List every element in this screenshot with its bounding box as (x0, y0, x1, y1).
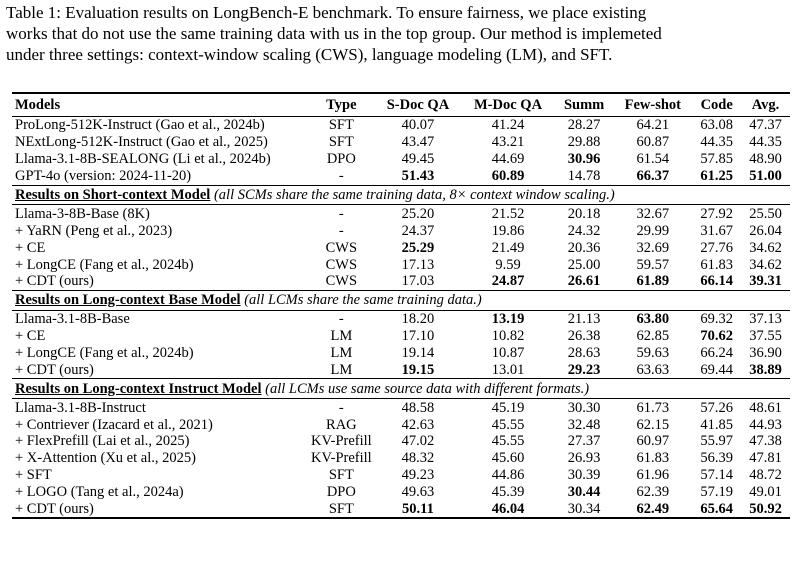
score-cell: 21.13 (567, 311, 601, 328)
model-name-cell: + FlexPrefill (Lai et al., 2025) (15, 433, 190, 450)
score-cell: 61.73 (636, 399, 670, 416)
model-name-cell: + X-Attention (Xu et al., 2025) (15, 450, 196, 467)
score-cell: 29.99 (636, 222, 670, 239)
type-cell: CWS (325, 239, 358, 256)
score-cell: 47.81 (749, 450, 782, 467)
score-cell: 60.87 (636, 134, 670, 151)
type-cell: SFT (328, 134, 354, 151)
score-cell: 47.38 (749, 433, 782, 450)
table-row (12, 450, 790, 467)
score-cell: 55.97 (700, 433, 733, 450)
table-row (12, 345, 790, 362)
score-cell: 18.20 (401, 311, 435, 328)
score-cell: 49.01 (749, 484, 782, 501)
table-row (12, 273, 790, 290)
score-cell: 25.50 (749, 205, 782, 222)
score-cell: 45.55 (491, 433, 525, 450)
score-cell: 24.32 (567, 222, 601, 239)
score-cell: 61.89 (636, 273, 670, 290)
score-cell: 43.21 (491, 134, 525, 151)
type-cell: CWS (325, 256, 358, 273)
table-row (12, 416, 790, 433)
score-cell: 32.48 (567, 416, 601, 433)
type-cell: - (338, 399, 344, 416)
model-name-cell: Llama-3.1-8B-SEALONG (Li et al., 2024b) (15, 151, 271, 168)
score-cell: 43.47 (401, 134, 435, 151)
score-cell: 51.43 (401, 168, 435, 185)
table-row (12, 256, 790, 273)
model-name-cell: + Contriever (Izacard et al., 2021) (15, 416, 213, 433)
score-cell: 62.15 (636, 416, 670, 433)
type-cell: SFT (328, 117, 354, 134)
col-header-few-shot: Few-shot (624, 97, 682, 113)
type-cell: LM (330, 328, 353, 345)
model-name-cell: + CE (15, 328, 46, 345)
model-name-cell: + LongCE (Fang et al., 2024b) (15, 256, 194, 273)
score-cell: 66.24 (700, 345, 733, 362)
table-row (12, 205, 790, 222)
score-cell: 49.45 (401, 151, 435, 168)
score-cell: 21.52 (491, 205, 525, 222)
score-cell: 28.63 (567, 345, 601, 362)
table-row (12, 328, 790, 345)
score-cell: 70.62 (700, 328, 733, 345)
score-cell: 27.37 (567, 433, 601, 450)
score-cell: 45.60 (491, 450, 525, 467)
score-cell: 45.39 (491, 484, 525, 501)
type-cell: CWS (325, 273, 358, 290)
col-header-summ: Summ (563, 97, 605, 113)
score-cell: 41.85 (700, 416, 733, 433)
col-header-type: Type (326, 97, 357, 113)
score-cell: 63.08 (700, 117, 733, 134)
score-cell: 59.57 (636, 256, 670, 273)
type-cell: KV-Prefill (311, 433, 372, 450)
score-cell: 51.00 (749, 168, 782, 185)
score-cell: 40.07 (401, 117, 435, 134)
score-cell: 47.37 (749, 117, 782, 134)
table-row (12, 117, 790, 134)
score-cell: 65.64 (700, 501, 733, 518)
score-cell: 57.14 (700, 467, 733, 484)
score-cell: 24.87 (491, 273, 525, 290)
section-header (12, 185, 790, 205)
score-cell: 41.24 (491, 117, 525, 134)
table-row (12, 310, 790, 327)
model-name-cell: + CE (15, 239, 46, 256)
score-cell: 61.83 (700, 256, 733, 273)
model-name-cell: Llama-3.1-8B-Base (15, 311, 130, 328)
score-cell: 56.39 (700, 450, 733, 467)
score-cell: 49.63 (401, 484, 435, 501)
type-cell: - (338, 311, 344, 328)
score-cell: 59.63 (636, 345, 670, 362)
score-cell: 50.11 (402, 501, 434, 518)
score-cell: 9.59 (495, 256, 521, 273)
score-cell: 25.00 (567, 256, 601, 273)
score-cell: 30.96 (567, 151, 601, 168)
model-name-cell: + LongCE (Fang et al., 2024b) (15, 345, 194, 362)
col-header-sdoc-qa: S-Doc QA (386, 97, 450, 113)
type-cell: DPO (326, 151, 356, 168)
score-cell: 27.76 (700, 239, 733, 256)
score-cell: 25.29 (401, 239, 435, 256)
score-cell: 36.90 (749, 345, 782, 362)
table-row (12, 501, 790, 519)
section-header (12, 379, 790, 399)
type-cell: - (338, 222, 344, 239)
score-cell: 20.36 (567, 239, 601, 256)
section-note: (all LCMs use same source data with different formats.) (265, 380, 590, 397)
score-cell: 19.15 (401, 361, 435, 378)
col-header-models: Models (15, 97, 61, 113)
model-name-cell: + SFT (15, 467, 52, 484)
score-cell: 63.63 (636, 361, 670, 378)
score-cell: 25.20 (401, 205, 435, 222)
table-row (12, 361, 790, 378)
score-cell: 57.26 (700, 399, 733, 416)
type-cell: - (338, 168, 344, 185)
col-header-mdoc-qa: M-Doc QA (474, 97, 543, 113)
score-cell: 26.93 (567, 450, 601, 467)
table-body (12, 117, 790, 519)
score-cell: 50.92 (749, 501, 782, 518)
score-cell: 44.86 (491, 467, 525, 484)
model-name-cell: + YaRN (Peng et al., 2023) (15, 222, 173, 239)
score-cell: 26.04 (749, 222, 782, 239)
score-cell: 69.44 (700, 361, 733, 378)
score-cell: 31.67 (700, 222, 733, 239)
score-cell: 48.72 (749, 467, 782, 484)
score-cell: 66.14 (700, 273, 733, 290)
type-cell: RAG (326, 416, 357, 433)
score-cell: 42.63 (401, 416, 435, 433)
score-cell: 26.38 (567, 328, 601, 345)
score-cell: 24.37 (401, 222, 435, 239)
score-cell: 39.31 (749, 273, 782, 290)
section-title: Results on Long-context Base Model (15, 292, 241, 309)
score-cell: 47.02 (401, 433, 435, 450)
score-cell: 30.34 (567, 501, 601, 518)
section-note: (all LCMs share the same training data.) (244, 292, 482, 309)
section-title: Results on Long-context Instruct Model (15, 380, 262, 397)
score-cell: 26.61 (567, 273, 601, 290)
section-title: Results on Short-context Model (15, 187, 211, 203)
model-name-cell: ProLong-512K-Instruct (Gao et al., 2024b) (15, 117, 265, 134)
score-cell: 61.25 (700, 168, 733, 185)
score-cell: 46.04 (491, 501, 525, 518)
type-cell: LM (330, 361, 353, 378)
section-header (12, 290, 790, 310)
score-cell: 10.82 (491, 328, 525, 345)
model-name-cell: NExtLong-512K-Instruct (Gao et al., 2025) (15, 134, 268, 151)
score-cell: 61.54 (636, 151, 670, 168)
type-cell: SFT (328, 501, 354, 518)
score-cell: 20.18 (567, 205, 601, 222)
section-header-row (12, 185, 790, 205)
table-row (12, 484, 790, 501)
score-cell: 63.80 (636, 311, 670, 328)
score-cell: 14.78 (567, 168, 601, 185)
score-cell: 48.32 (401, 450, 435, 467)
score-cell: 44.35 (749, 134, 782, 151)
score-cell: 34.62 (749, 239, 782, 256)
score-cell: 44.35 (700, 134, 733, 151)
score-cell: 66.37 (636, 168, 670, 185)
type-cell: - (338, 205, 344, 222)
col-header-avg: Avg. (751, 97, 780, 113)
score-cell: 64.21 (636, 117, 670, 134)
model-name-cell: + LOGO (Tang et al., 2024a) (15, 484, 184, 501)
table-caption (6, 2, 796, 65)
score-cell: 17.10 (401, 328, 435, 345)
table-row (12, 239, 790, 256)
table-row (12, 151, 790, 168)
score-cell: 61.83 (636, 450, 670, 467)
score-cell: 27.92 (700, 205, 733, 222)
section-header-row (12, 379, 790, 399)
caption-line-1: Table 1: Evaluation results on LongBench-E benchmark. To ensure fairness, we place existing (6, 3, 647, 22)
score-cell: 60.97 (636, 433, 670, 450)
table-row (12, 433, 790, 450)
caption-line-2: works that do not use the same training data with us in the top group. Our method is implemeted (6, 24, 662, 43)
section-note: (all SCMs share the same training data, 8× context window scaling.) (213, 187, 615, 203)
results-table (12, 92, 790, 519)
score-cell: 21.49 (491, 239, 525, 256)
score-cell: 61.96 (636, 467, 670, 484)
type-cell: DPO (326, 484, 356, 501)
score-cell: 48.58 (401, 399, 435, 416)
score-cell: 45.55 (491, 416, 525, 433)
score-cell: 17.13 (401, 256, 435, 273)
score-cell: 28.27 (567, 117, 601, 134)
score-cell: 32.69 (636, 239, 670, 256)
score-cell: 30.39 (567, 467, 601, 484)
col-header-code: Code (700, 97, 733, 113)
table-row (12, 134, 790, 151)
score-cell: 62.39 (636, 484, 670, 501)
score-cell: 37.13 (749, 311, 782, 328)
score-cell: 45.19 (491, 399, 525, 416)
score-cell: 60.89 (491, 168, 525, 185)
score-cell: 48.61 (749, 399, 782, 416)
score-cell: 62.49 (636, 501, 670, 518)
table-row (12, 168, 790, 185)
table-row (12, 467, 790, 484)
score-cell: 49.23 (401, 467, 435, 484)
score-cell: 57.19 (700, 484, 733, 501)
type-cell: KV-Prefill (311, 450, 372, 467)
score-cell: 13.01 (491, 361, 525, 378)
table-row (12, 399, 790, 416)
score-cell: 44.69 (491, 151, 525, 168)
score-cell: 10.87 (491, 345, 525, 362)
score-cell: 44.93 (749, 416, 782, 433)
type-cell: SFT (328, 467, 354, 484)
score-cell: 30.44 (567, 484, 601, 501)
table-row (12, 222, 790, 239)
score-cell: 32.67 (636, 205, 670, 222)
model-name-cell: + CDT (ours) (15, 273, 94, 290)
score-cell: 69.32 (700, 311, 733, 328)
score-cell: 19.14 (401, 345, 435, 362)
model-name-cell: + CDT (ours) (15, 501, 94, 518)
score-cell: 34.62 (749, 256, 782, 273)
score-cell: 29.88 (567, 134, 601, 151)
score-cell: 57.85 (700, 151, 733, 168)
score-cell: 29.23 (567, 361, 601, 378)
header-row (12, 93, 790, 117)
score-cell: 38.89 (749, 361, 782, 378)
score-cell: 13.19 (491, 311, 525, 328)
score-cell: 17.03 (401, 273, 435, 290)
score-cell: 62.85 (636, 328, 670, 345)
model-name-cell: Llama-3-8B-Base (8K) (15, 205, 150, 222)
section-header-row (12, 290, 790, 310)
score-cell: 30.30 (567, 399, 601, 416)
model-name-cell: GPT-4o (version: 2024-11-20) (15, 168, 192, 185)
model-name-cell: + CDT (ours) (15, 361, 94, 378)
type-cell: LM (330, 345, 353, 362)
score-cell: 19.86 (491, 222, 525, 239)
score-cell: 37.55 (749, 328, 782, 345)
caption-line-3: under three settings: context-window scaling (CWS), language modeling (LM), and SFT. (6, 45, 613, 64)
score-cell: 48.90 (749, 151, 782, 168)
model-name-cell: Llama-3.1-8B-Instruct (15, 399, 146, 416)
